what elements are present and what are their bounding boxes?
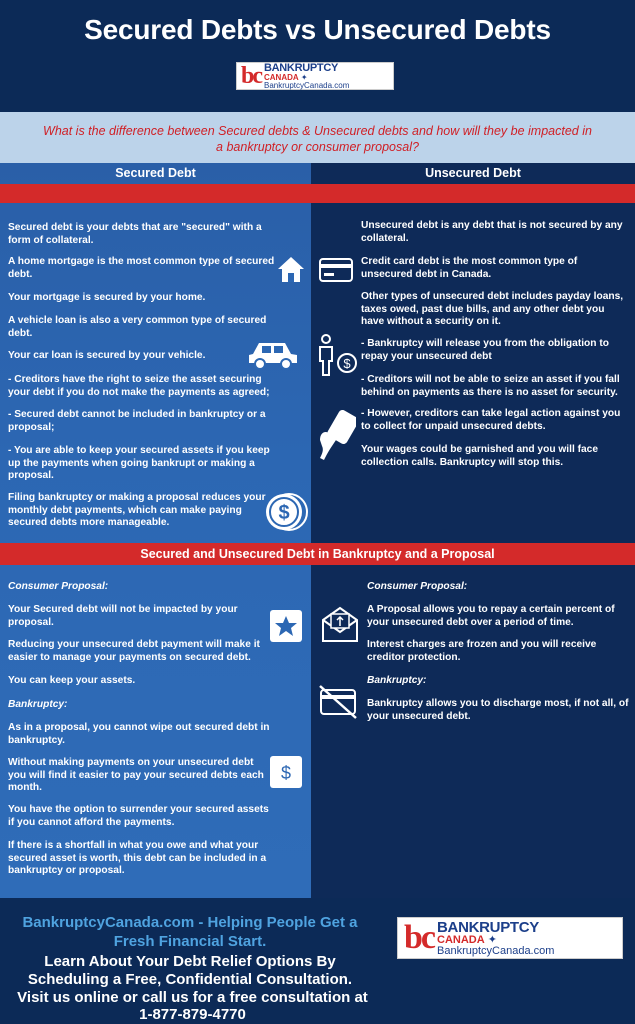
dollar-icon bbox=[270, 756, 302, 788]
envelope-icon bbox=[320, 604, 360, 644]
person-dollar-icon bbox=[316, 333, 358, 377]
secured-p6: - Creditors have the right to seize the asset securing your debt if you do not make the payments as agreed; bbox=[8, 374, 270, 398]
svg-text:$: $ bbox=[280, 763, 292, 783]
secured-heading: Secured Debt bbox=[115, 166, 196, 180]
right-cp1: A Proposal allows you to repay a certain percent of your unsecured debt over a period of time. bbox=[367, 604, 615, 628]
unsecured-p3: Other types of unsecured debt includes payday loans, taxes owed, past due bills, and any other debt you have without a security on it. bbox=[361, 291, 624, 327]
secured-p9: Filing bankruptcy or making a proposal reduces your monthly debt payments, which can make paying secured debts more manageable. bbox=[8, 492, 266, 528]
hand-phone-icon bbox=[316, 410, 356, 462]
credit-card-icon bbox=[318, 256, 354, 284]
star-icon bbox=[270, 610, 302, 642]
logo-sub: CANADA bbox=[264, 72, 299, 82]
secured-p7: - Secured debt cannot be included in bankruptcy or a proposal; bbox=[8, 409, 266, 433]
right-cp2: Interest charges are frozen and you will receive creditor protection. bbox=[367, 639, 597, 663]
footer-phone[interactable]: 1-877-879-4770 bbox=[139, 1006, 246, 1023]
unsecured-p1: Unsecured debt is any debt that is not secured by any collateral. bbox=[361, 220, 623, 244]
unsecured-p7: Your wages could be garnished and you will face collection calls. Bankruptcy will stop this. bbox=[361, 444, 599, 468]
footer-logo-mark: bc bbox=[404, 919, 434, 956]
unsecured-p5: - Creditors will not be able to seize an asset if you fall behind on payments as there is no asset for security. bbox=[361, 374, 620, 398]
footer-line1: Learn About Your Debt Relief Options By bbox=[44, 953, 336, 970]
svg-text:$: $ bbox=[343, 356, 351, 371]
left-bk-label: Bankruptcy: bbox=[8, 699, 68, 710]
footer-logo-url: BankruptcyCanada.com bbox=[437, 944, 555, 957]
right-bk1: Bankruptcy allows you to discharge most, if not all, of your unsecured debt. bbox=[367, 698, 629, 722]
house-icon bbox=[276, 254, 306, 284]
left-bk4: If there is a shortfall in what you owe and what your secured asset is worth, this debt can be included in a bankruptcy or proposal. bbox=[8, 840, 267, 876]
right-cp-label: Consumer Proposal: bbox=[367, 581, 468, 592]
unsecured-p6: - However, creditors can take legal action against you to collect for unpaid unsecured debts. bbox=[361, 408, 621, 432]
left-bk2: Without making payments on your unsecured debt you will find it easier to pay your secured debts each month. bbox=[8, 757, 264, 793]
left-cp2: Reducing your unsecured debt payment will make it easier to manage your payments on secured debt. bbox=[8, 639, 260, 663]
car-icon bbox=[247, 338, 299, 370]
secured-p5: Your car loan is secured by your vehicle. bbox=[8, 350, 206, 361]
left-cp-label: Consumer Proposal: bbox=[8, 581, 109, 592]
header-logo[interactable]: bc BANKRUPTCY CANADA ✦ BankruptcyCanada.com bbox=[236, 62, 394, 90]
left-cp1: Your Secured debt will not be impacted by your proposal. bbox=[8, 604, 238, 628]
svg-text:$: $ bbox=[278, 502, 290, 524]
logo-url: BankruptcyCanada.com bbox=[264, 80, 350, 90]
footer-line2: Scheduling a Free, Confidential Consultation. bbox=[27, 971, 353, 988]
footer-line3: Visit us online or call us for a free consultation at bbox=[17, 989, 368, 1006]
left-bk3: You have the option to surrender your secured assets if you cannot afford the payments. bbox=[8, 804, 269, 828]
no-card-icon bbox=[318, 684, 358, 720]
footer-tagline[interactable]: BankruptcyCanada.com - Helping People Get a Fresh Financial Start. bbox=[22, 914, 358, 950]
footer-logo[interactable]: bc BANKRUPTCY CANADA ✦ BankruptcyCanada.com bbox=[397, 917, 623, 959]
footer-logo-name: BANKRUPTCY bbox=[437, 918, 540, 936]
logo-mark: bc bbox=[241, 63, 261, 89]
section2-heading: Secured and Unsecured Debt in Bankruptcy and a Proposal bbox=[140, 547, 495, 561]
page-title: Secured Debts vs Unsecured Debts bbox=[84, 14, 551, 45]
secured-p1: Secured debt is your debts that are "secured" with a form of collateral. bbox=[8, 222, 262, 246]
secured-p3: Your mortgage is secured by your home. bbox=[8, 292, 206, 303]
left-bk1: As in a proposal, you cannot wipe out secured debt in bankruptcy. bbox=[8, 722, 270, 746]
footer-logo-sub: CANADA bbox=[437, 933, 485, 946]
logo-name: BANKRUPTCY bbox=[264, 61, 339, 74]
right-bk-label: Bankruptcy: bbox=[367, 675, 427, 686]
left-cp3: You can keep your assets. bbox=[8, 675, 136, 686]
dollar-coin-icon bbox=[264, 492, 308, 532]
divider-bar bbox=[0, 184, 635, 203]
unsecured-p2: Credit card debt is the most common type of unsecured debt in Canada. bbox=[361, 256, 578, 280]
unsecured-p4: - Bankruptcy will release you from the obligation to repay your unsecured debt bbox=[361, 338, 609, 362]
question-text: What is the difference between Secured debts & Unsecured debts and how will they be impacted in a bankruptcy or consumer proposal? bbox=[43, 124, 592, 154]
secured-p8: - You are able to keep your secured assets if you keep up the payments when going bankrupt or making a proposal. bbox=[8, 445, 270, 481]
secured-p2: A home mortgage is the most common type of secured debt. bbox=[8, 256, 275, 280]
unsecured-heading: Unsecured Debt bbox=[425, 166, 521, 180]
secured-p4: A vehicle loan is also a very common type of secured debt. bbox=[8, 315, 267, 339]
